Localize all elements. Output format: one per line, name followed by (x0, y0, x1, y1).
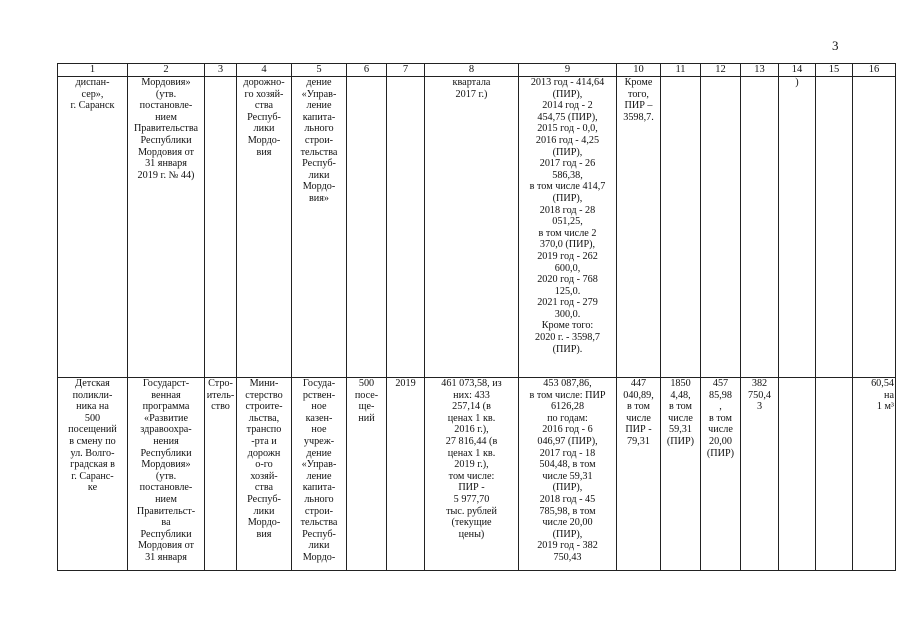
table-cell (387, 77, 425, 378)
column-header-13: 13 (741, 64, 779, 77)
column-header-4: 4 (237, 64, 292, 77)
table-cell (779, 378, 816, 571)
table-row (58, 378, 896, 571)
table-cell (816, 378, 853, 571)
column-header-2: 2 (128, 64, 205, 77)
column-header-1: 1 (58, 64, 128, 77)
column-header-9: 9 (519, 64, 617, 77)
table-cell (701, 77, 741, 378)
column-header-8: 8 (425, 64, 519, 77)
table-cell: ) (779, 77, 816, 378)
table-cell: 382 750,4 3 (741, 378, 779, 571)
column-header-15: 15 (816, 64, 853, 77)
table-cell: 2013 год - 414,64 (ПИР), 2014 год - 2 454,75 (ПИР), 2015 год - 0,0, 2016 год - 4,25 (ПИР), 2017 год - 26 586,38, в том числе 414,7 (ПИР), 2018 год - 28 051,25, в том числе 2 370,0 (ПИР), 2019 год - 262 600,0, 2020 год - 768 125,0. 2021 год - 279 300,0. Кроме того: 2020 г. - 3598,7 (ПИР). (519, 77, 617, 378)
table-cell: Мини- стерство строите- льства, транспо -рта и дорожн о-го хозяй- ства Респуб- лики Мордо- вия (237, 378, 292, 571)
table-cell (347, 77, 387, 378)
table-cell: дорожно- го хозяй- ства Респуб- лики Мордо- вия (237, 77, 292, 378)
column-header-11: 11 (661, 64, 701, 77)
table-cell (816, 77, 853, 378)
page-number: 3 (832, 38, 839, 53)
column-header-12: 12 (701, 64, 741, 77)
table-cell: Государст- венная программа «Развитие здравоохра- нения Республики Мордовия» (утв. постановле- нием Правительст- ва Республики Мордовия от 31 января (128, 378, 205, 571)
table-cell: 500 посе- ще- ний (347, 378, 387, 571)
table-cell: 453 087,86, в том числе: ПИР 6126,28 по годам: 2016 год - 6 046,97 (ПИР), 2017 год - 18 504,48, в том числе 59,31 (ПИР), 2018 год - 45 785,98, в том числе 20,00 (ПИР), 2019 год - 382 750,43 (519, 378, 617, 571)
table-cell: 461 073,58, из них: 433 257,14 (в ценах 1 кв. 2016 г.), 27 816,44 (в ценах 1 кв. 2019 г.), том числе: ПИР - 5 977,70 тыс. рублей (текущие цены) (425, 378, 519, 571)
table-cell: Кроме того, ПИР – 3598,7. (617, 77, 661, 378)
table-body (58, 64, 896, 571)
table-cell (661, 77, 701, 378)
table-cell: 447 040,89, в том числе ПИР - 79,31 (617, 378, 661, 571)
table-cell (205, 77, 237, 378)
table-cell: квартала 2017 г.) (425, 77, 519, 378)
column-header-7: 7 (387, 64, 425, 77)
table-row (58, 77, 896, 378)
table-cell: Детская поликли- ника на 500 посещений в смену по ул. Волго- градская в г. Саранс- ке (58, 378, 128, 571)
table-cell (741, 77, 779, 378)
table-cell (853, 77, 896, 378)
header-row (58, 64, 896, 77)
table-cell: диспан- сер», г. Саранск (58, 77, 128, 378)
table-cell: 2019 (387, 378, 425, 571)
table-cell: Стро- итель- ство (205, 378, 237, 571)
table-cell: 1850 4,48, в том числе 59,31 (ПИР) (661, 378, 701, 571)
table-cell: 60,54 на 1 м³ (853, 378, 896, 571)
column-header-3: 3 (205, 64, 237, 77)
data-table (57, 63, 896, 571)
column-header-10: 10 (617, 64, 661, 77)
column-header-5: 5 (292, 64, 347, 77)
table-cell: Мордовия» (утв. постановле- нием Правительства Республики Мордовия от 31 января 2019 г. № 44) (128, 77, 205, 378)
table-cell: 457 85,98 , в том числе 20,00 (ПИР) (701, 378, 741, 571)
table-cell: дение «Управ- ление капита- льного строи- тельства Респуб- лики Мордо- вия» (292, 77, 347, 378)
column-header-16: 16 (853, 64, 896, 77)
column-header-14: 14 (779, 64, 816, 77)
table-cell: Госуда- рствен- ное казен- ное учреж- дение «Управ- ление капита- льного строи- тельства Респуб- лики Мордо- (292, 378, 347, 571)
column-header-6: 6 (347, 64, 387, 77)
